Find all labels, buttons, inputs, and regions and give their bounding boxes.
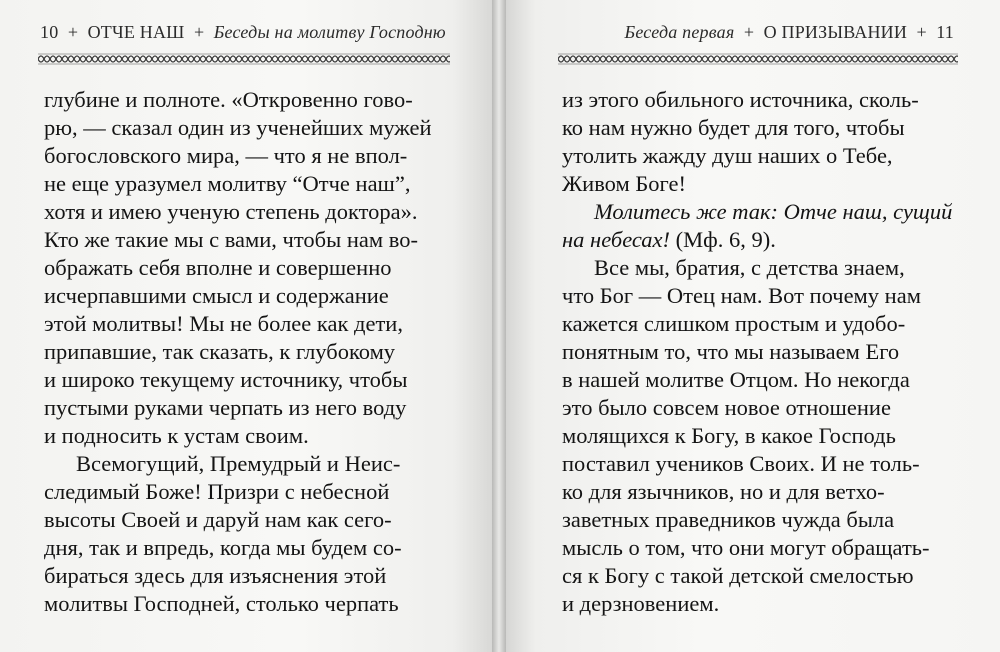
section-name: Беседа первая: [624, 22, 735, 42]
text-line: заветных праведников чужда была: [562, 507, 895, 532]
text-line: и дерзновением.: [562, 591, 720, 616]
scripture-quote: Молитесь же так: Отче наш, сущий: [594, 199, 953, 224]
text-line: пустыми руками черпать из него воду: [44, 395, 407, 420]
text-line: рю, — сказал один из ученейших мужей: [44, 115, 432, 140]
header-separator: +: [193, 22, 205, 42]
text-line: и широко текущему источнику, чтобы: [44, 367, 408, 392]
text-line: Живом Боге!: [562, 171, 686, 196]
right-running-head: [625, 22, 955, 43]
text-line: исчерпавшими смысл и содержание: [44, 283, 389, 308]
text-line: из этого обильного источника, сколь-: [562, 87, 919, 112]
text-line: дня, так и впредь, когда мы будем со-: [44, 535, 402, 560]
text-line: мысль о том, что они могут обращать-: [562, 535, 930, 560]
text-line: Кто же такие мы с вами, чтобы нам во-: [44, 227, 418, 252]
text-line: глубине и полноте. «Откровенно гово-: [44, 87, 413, 112]
text-line: не еще уразумел молитву “Отче наш”,: [44, 171, 411, 196]
text-line: молящихся к Богу, в какое Господь: [562, 423, 896, 448]
right-header-ornament: [558, 52, 958, 66]
right-page: [506, 0, 1000, 652]
text-line: молитвы Господней, столько черпать: [44, 591, 399, 616]
right-body-text: [562, 86, 966, 618]
left-body-text: [44, 86, 456, 618]
text-line: богословского мира, — что я не впол-: [44, 143, 408, 168]
text-line: хотя и имею ученую степень доктора».: [44, 199, 418, 224]
text-line: ся к Богу с такой детской смелостью: [562, 563, 914, 588]
header-separator: +: [916, 22, 927, 42]
text-line: Все мы, братия, с детства знаем,: [594, 255, 905, 280]
text-line: понятным то, что мы называем Его: [562, 339, 900, 364]
scripture-quote-line: [562, 198, 966, 226]
header-separator: +: [67, 22, 79, 42]
text-line: ко для язычников, но и для ветхо-: [562, 479, 885, 504]
text-line: следимый Боже! Призри с небесной: [44, 479, 390, 504]
chapter-title: О ПРИЗЫВАНИИ: [763, 22, 908, 42]
text-line: поставил учеников Своих. И не толь-: [562, 451, 920, 476]
text-line: бираться здесь для изъяснения этой: [44, 563, 387, 588]
text-line: Всемогущий, Премудрый и Неис-: [76, 451, 401, 476]
left-header-ornament: [38, 52, 450, 66]
text-line: припавшие, так сказать, к глубокому: [44, 339, 396, 364]
book-gutter: [492, 0, 506, 652]
left-page: [0, 0, 492, 652]
book-title: ОТЧЕ НАШ: [87, 22, 185, 42]
left-running-head: [40, 22, 446, 43]
scripture-reference: (Мф. 6, 9).: [675, 227, 776, 252]
scripture-quote-line: [562, 226, 966, 254]
left-page-number: 10: [40, 22, 59, 42]
text-line: кажется слишком простым и удобо-: [562, 311, 906, 336]
text-line: и подносить к устам своим.: [44, 423, 309, 448]
scripture-quote: на небесах!: [562, 227, 671, 252]
right-page-number: 11: [936, 22, 954, 42]
text-line: что Бог — Отец нам. Вот почему нам: [562, 283, 921, 308]
text-line: утолить жажду душ наших о Тебе,: [562, 143, 893, 168]
text-line: ображать себя вполне и совершенно: [44, 255, 392, 280]
text-line: этой молитвы! Мы не более как дети,: [44, 311, 403, 336]
text-line: высоты Своей и даруй нам как сего-: [44, 507, 392, 532]
text-line: это было совсем новое отношение: [562, 395, 891, 420]
text-line: ко нам нужно будет для того, чтобы: [562, 115, 905, 140]
text-line: в нашей молитве Отцом. Но некогда: [562, 367, 910, 392]
book-subtitle: Беседы на молитву Господню: [213, 22, 446, 42]
header-separator: +: [743, 22, 755, 42]
